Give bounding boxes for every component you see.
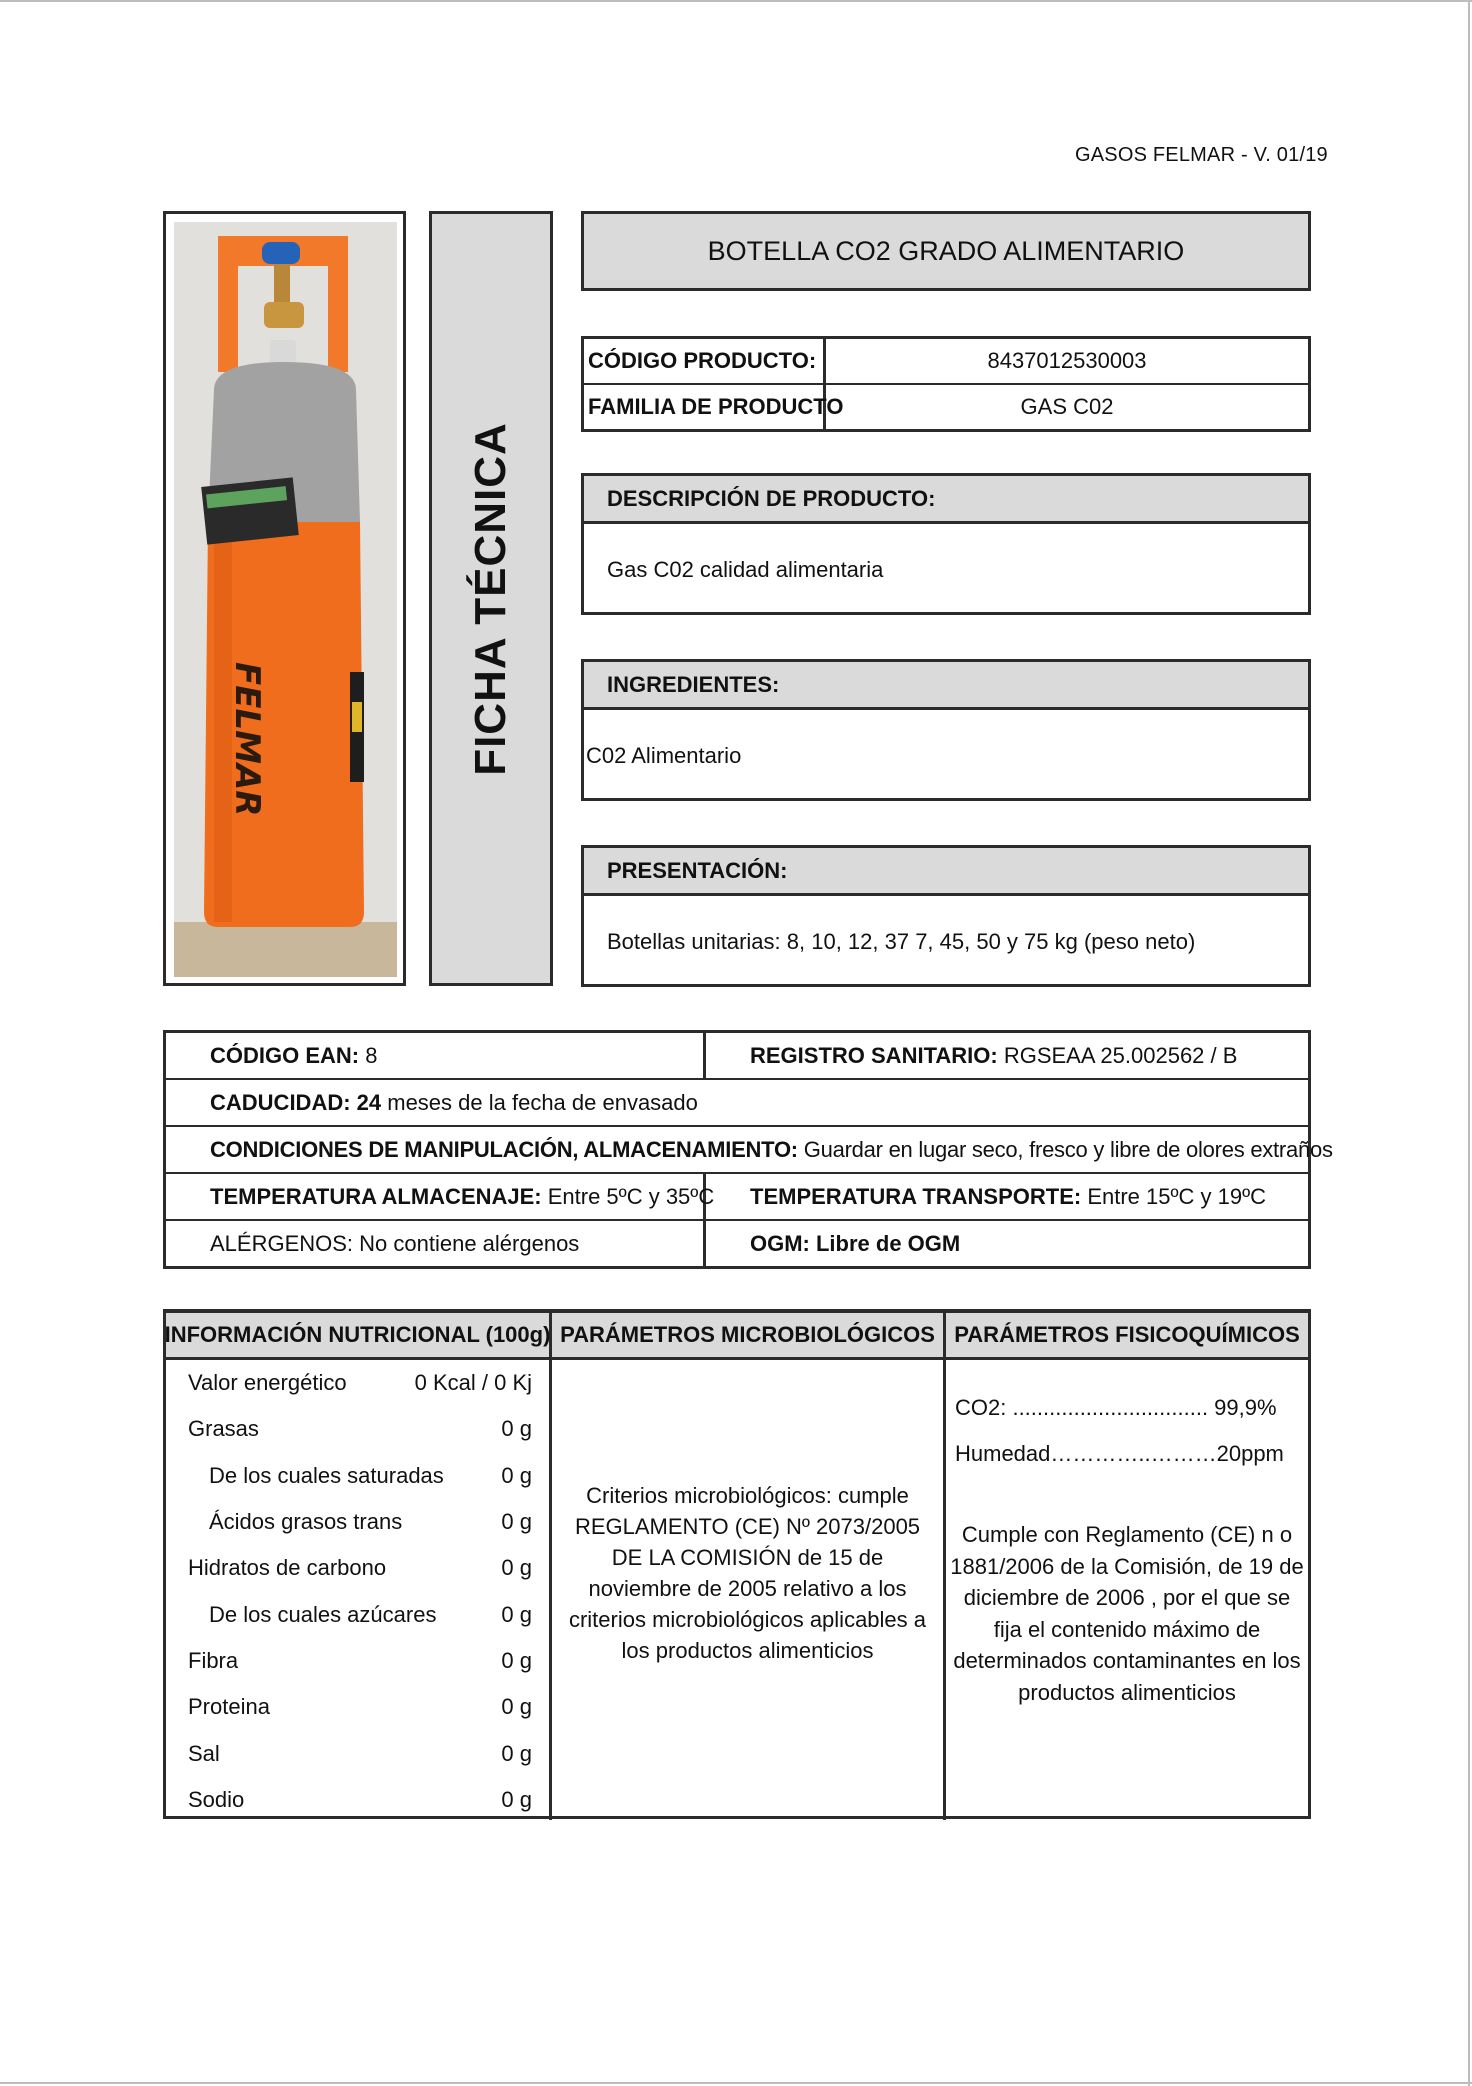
parameters-table xyxy=(163,1309,1311,1819)
gas-cylinder-icon xyxy=(174,222,397,977)
info-row-expiry xyxy=(166,1078,1308,1125)
nutrition-header: INFORMACIÓN NUTRICIONAL (100g) xyxy=(166,1313,552,1357)
transport-temp-value: Entre 15ºC y 19ºC xyxy=(1081,1183,1267,1209)
registry-label: REGISTRO SANITARIO: xyxy=(750,1042,998,1068)
micro-header: PARÁMETROS MICROBIOLÓGICOS xyxy=(552,1313,946,1357)
nutrition-label: Fibra xyxy=(188,1647,239,1673)
nutrition-value: 0 g xyxy=(501,1740,532,1766)
nutrition-value: 0 g xyxy=(501,1509,532,1535)
page-border-bottom xyxy=(0,2082,1472,2084)
transport-temp-label: TEMPERATURA TRANSPORTE: xyxy=(750,1183,1082,1209)
expiry-label: CADUCIDAD: 24 xyxy=(210,1089,382,1115)
nutrition-label: Hidratos de carbono xyxy=(188,1555,387,1581)
side-title-box xyxy=(429,211,553,986)
ingredients-title: INGREDIENTES: xyxy=(584,662,1308,710)
nutrition-row xyxy=(166,1406,549,1452)
page-border-top xyxy=(0,0,1472,2)
registry-value: RGSEAA 25.002562 / B xyxy=(997,1042,1238,1068)
side-title: FICHA TÉCNICA xyxy=(466,421,515,776)
presentation-section xyxy=(581,845,1311,987)
nutrition-label: Grasas xyxy=(188,1416,259,1442)
nutrition-row xyxy=(166,1777,549,1823)
handling-value: Guardar en lugar seco, fresco y libre de olores extraños xyxy=(797,1136,1333,1162)
presentation-text: Botellas unitarias: 8, 10, 12, 37 7, 45, 50 y 75 kg (peso neto) xyxy=(607,928,1196,954)
handling-label: CONDICIONES DE MANIPULACIÓN, ALMACENAMIENTO: xyxy=(210,1136,798,1162)
expiry-value: meses de la fecha de envasado xyxy=(381,1089,698,1115)
description-title: DESCRIPCIÓN DE PRODUCTO: xyxy=(584,476,1308,524)
co2-purity: CO2: ................................ 99,9% xyxy=(955,1395,1277,1420)
description-text: Gas C02 calidad alimentaria xyxy=(607,556,884,582)
nutrition-row xyxy=(166,1684,549,1730)
ean-cell xyxy=(166,1033,706,1078)
nutrition-row xyxy=(166,1591,549,1637)
product-title: BOTELLA CO2 GRADO ALIMENTARIO xyxy=(581,211,1311,291)
parameters-body xyxy=(166,1360,1308,1820)
nutrition-label: De los cuales azúcares xyxy=(209,1601,437,1627)
nutrition-row xyxy=(166,1360,549,1406)
gmo-cell: OGM: Libre de OGM xyxy=(750,1230,961,1256)
nutrition-row xyxy=(166,1453,549,1499)
info-row-temperatures xyxy=(166,1172,1308,1219)
page-border-right xyxy=(1468,0,1470,2086)
ean-label: CÓDIGO EAN: xyxy=(210,1042,360,1068)
ingredients-text: C02 Alimentario xyxy=(586,742,742,768)
product-photo xyxy=(174,222,395,975)
product-info-table xyxy=(163,1030,1333,1269)
product-id-table xyxy=(581,336,1311,432)
product-code-row xyxy=(584,339,1308,383)
nutrition-value: 0 g xyxy=(501,1555,532,1581)
transport-temp-cell xyxy=(706,1174,1308,1219)
storage-temp-cell xyxy=(166,1174,715,1219)
nutrition-label: Proteina xyxy=(188,1694,270,1720)
nutrition-label: Sodio xyxy=(188,1786,245,1812)
handling-cell xyxy=(166,1127,1333,1172)
info-row-handling xyxy=(166,1125,1333,1172)
registry-cell xyxy=(706,1033,1308,1078)
storage-temp-value: Entre 5ºC y 35ºC xyxy=(541,1183,715,1209)
info-row-allergens-gmo xyxy=(166,1219,1308,1266)
ingredients-section xyxy=(581,659,1311,801)
nutrition-row xyxy=(166,1545,549,1591)
expiry-cell xyxy=(166,1080,1308,1125)
physchem-regulation: Cumple con Reglamento (CE) n o 1881/2006 de la Comisión, de 19 de diciembre de 2006 , por el que se fija el contenido máximo de determinados contaminantes en los productos alimenticios xyxy=(950,1522,1304,1705)
nutrition-value: 0 g xyxy=(501,1462,532,1488)
brand-text: FELMAR xyxy=(227,662,267,817)
nutrition-row xyxy=(166,1638,549,1684)
humidity: Humedad…………..………20ppm xyxy=(955,1441,1284,1466)
product-family-label: FAMILIA DE PRODUCTO xyxy=(584,385,826,429)
product-photo-frame xyxy=(163,211,406,986)
product-code-label: CÓDIGO PRODUCTO: xyxy=(584,339,826,383)
allergens-cell: ALÉRGENOS: No contiene alérgenos xyxy=(166,1221,706,1266)
product-family-row xyxy=(584,383,1308,429)
nutrition-value: 0 Kcal / 0 Kj xyxy=(414,1370,532,1396)
info-row-ean-registry xyxy=(166,1033,1308,1078)
micro-criteria-text: Criterios microbiológicos: cumple REGLAMENTO (CE) Nº 2073/2005 DE LA COMISIÓN de 15 de noviembre de 2005 relativo a los criterios microbiológicos aplicables a los productos alimenticios xyxy=(552,1360,946,1820)
nutrition-value: 0 g xyxy=(501,1786,532,1812)
description-section xyxy=(581,473,1311,615)
nutrition-row xyxy=(166,1499,549,1545)
document-version: GASOS FELMAR - V. 01/19 xyxy=(1075,144,1328,166)
storage-temp-label: TEMPERATURA ALMACENAJE: xyxy=(210,1183,542,1209)
nutrition-value: 0 g xyxy=(501,1601,532,1627)
presentation-title: PRESENTACIÓN: xyxy=(584,848,1308,896)
nutrition-value: 0 g xyxy=(501,1694,532,1720)
physchem-header: PARÁMETROS FISICOQUÍMICOS xyxy=(954,1322,1300,1347)
nutrition-label: Sal xyxy=(188,1740,220,1766)
nutrition-value: 0 g xyxy=(501,1416,532,1442)
nutrition-label: Valor energético xyxy=(188,1370,347,1396)
nutrition-label: Ácidos grasos trans xyxy=(209,1509,403,1535)
ean-value: 8 xyxy=(359,1042,378,1068)
product-code-value: 8437012530003 xyxy=(987,348,1147,373)
physchem-column xyxy=(946,1360,1308,1820)
nutrition-value: 0 g xyxy=(501,1647,532,1673)
product-family-value: GAS C02 xyxy=(1020,394,1114,419)
nutrition-row xyxy=(166,1730,549,1776)
nutrition-label: De los cuales saturadas xyxy=(209,1462,444,1488)
nutrition-column xyxy=(166,1360,552,1820)
parameters-header xyxy=(166,1313,1308,1360)
